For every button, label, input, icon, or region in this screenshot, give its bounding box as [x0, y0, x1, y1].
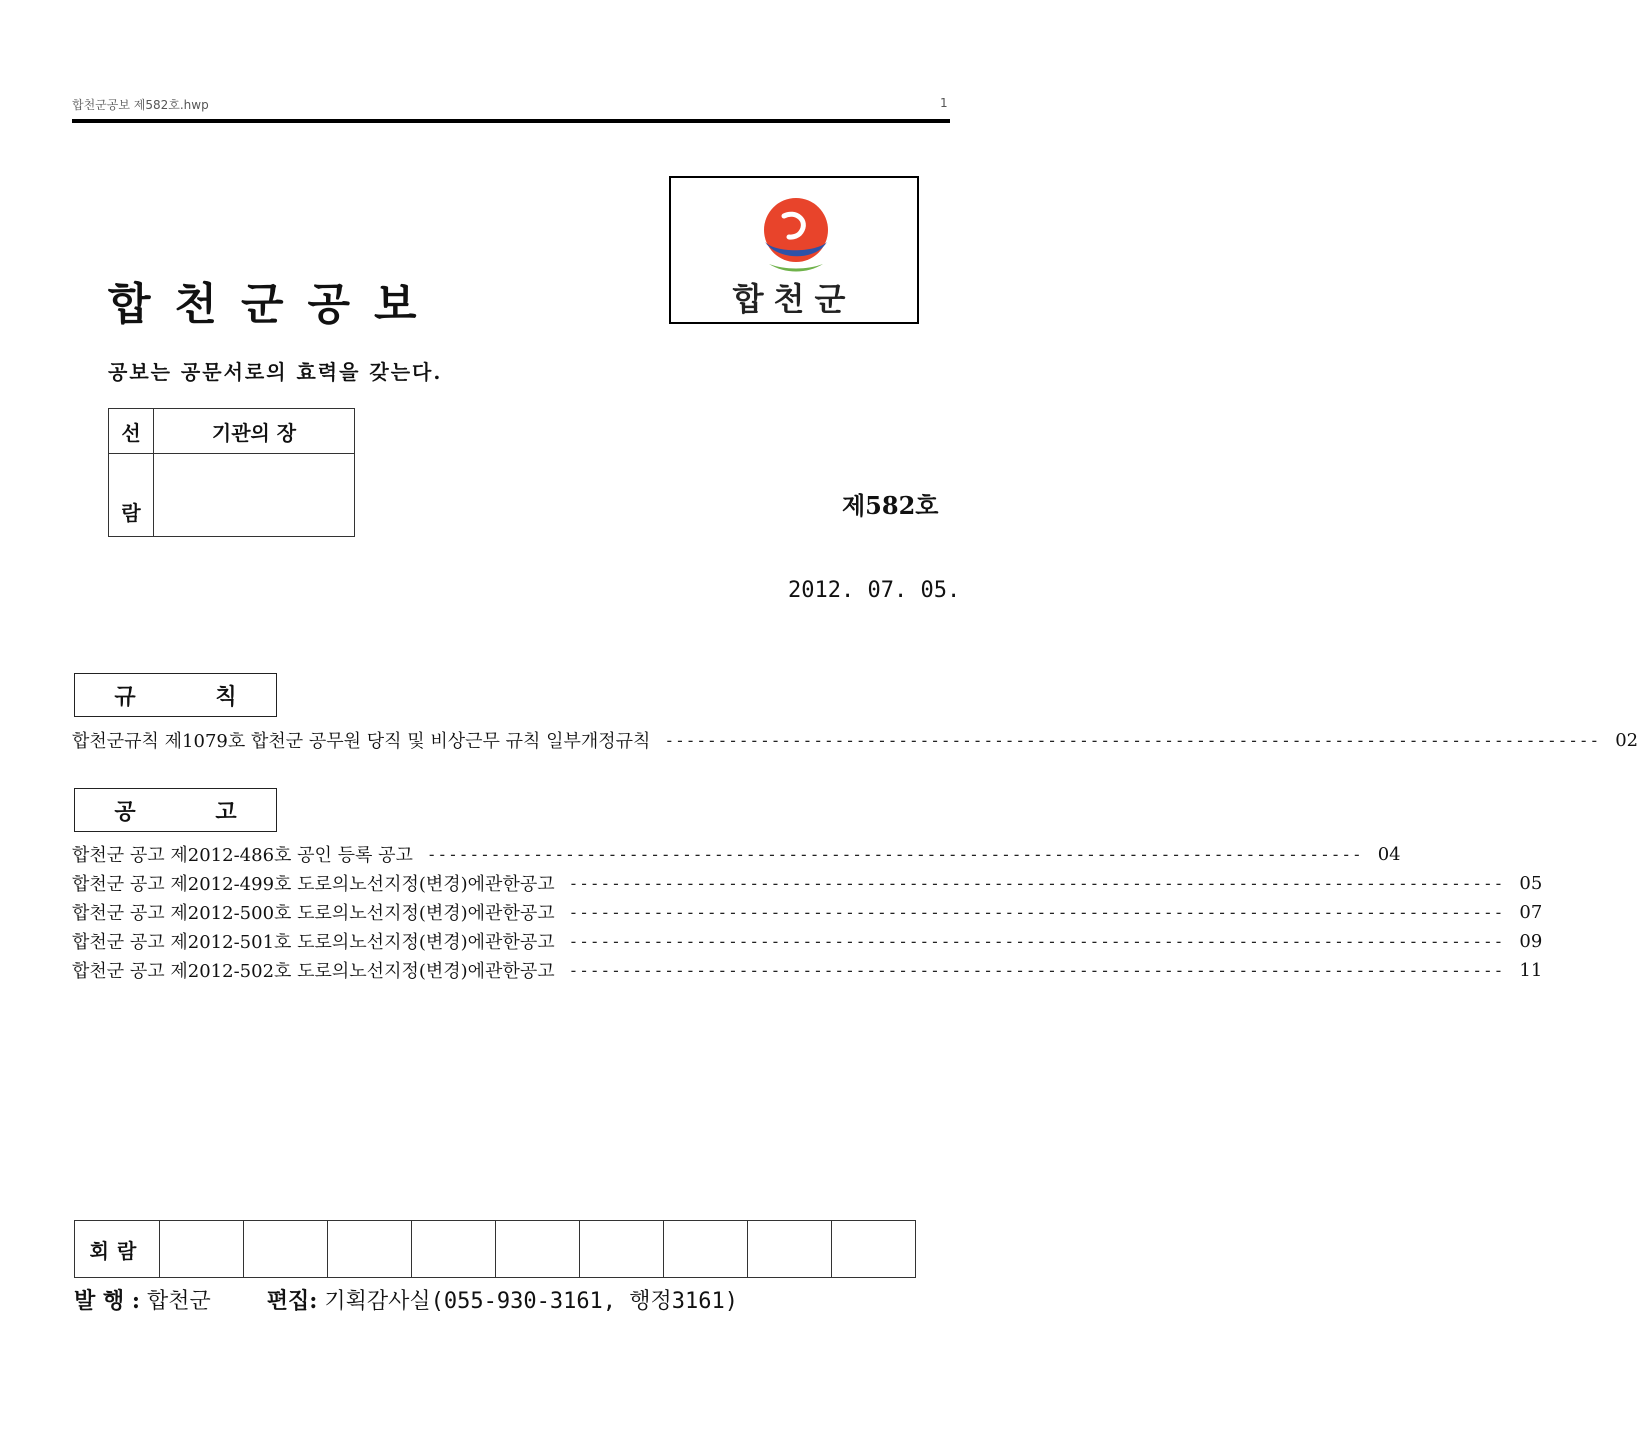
issue-number: 제582호	[842, 491, 939, 520]
header-rule	[72, 119, 950, 123]
circulation-cell	[160, 1221, 244, 1278]
toc-item-page: 07	[1519, 901, 1543, 923]
page-number: 1	[940, 96, 948, 110]
circulation-cell	[412, 1221, 496, 1278]
publisher: 합천군	[146, 1289, 211, 1314]
circulation-cell	[328, 1221, 412, 1278]
subtitle: 공보는 공문서로의 효력을 갖는다.	[108, 360, 443, 384]
toc-leader: ----------------------------------------------------------------------------------------	[568, 931, 1505, 951]
toc-item-title: 합천군규칙 제1079호 합천군 공무원 당직 및 비상근무 규칙 일부개정규칙	[72, 731, 651, 752]
toc-item[interactable]	[72, 927, 1543, 955]
toc-item[interactable]	[72, 840, 1401, 868]
editor: 기획감사실(055-930-3161, 행정3161)	[324, 1289, 739, 1314]
circulation-cell	[664, 1221, 748, 1278]
toc-item-page: 04	[1377, 843, 1401, 865]
toc-item-title: 합천군 공고 제2012-501호 도로의노선지정(변경)에관한공고	[72, 932, 555, 953]
toc-item-title: 합천군 공고 제2012-500호 도로의노선지정(변경)에관한공고	[72, 903, 555, 924]
toc-item[interactable]	[72, 956, 1543, 984]
toc-leader: ----------------------------------------------------------------------------------------	[664, 730, 1601, 750]
issue-date: 2012. 07. 05.	[788, 578, 961, 603]
circulation-cell	[748, 1221, 832, 1278]
toc-item-page: 11	[1519, 959, 1543, 981]
publication-footer	[74, 1284, 738, 1315]
toc-item-page: 05	[1519, 872, 1543, 894]
toc-item-page: 02	[1615, 729, 1638, 751]
toc-item-page: 09	[1519, 930, 1543, 952]
toc-item[interactable]	[72, 898, 1543, 926]
document-filename: 합천군공보 제582호.hwp	[72, 98, 209, 112]
toc-leader: ----------------------------------------------------------------------------------------	[568, 960, 1505, 980]
toc-leader: ----------------------------------------------------------------------------------------	[568, 873, 1505, 893]
circulation-label: 회람	[75, 1221, 160, 1278]
section-label-text: 규 칙	[114, 684, 273, 710]
toc-item-title: 합천군 공고 제2012-486호 공인 등록 공고	[72, 845, 413, 866]
emblem-wave-green	[769, 264, 823, 272]
circulation-cell	[496, 1221, 580, 1278]
circulation-cell	[244, 1221, 328, 1278]
circulation-cell	[832, 1221, 916, 1278]
toc-item[interactable]	[72, 726, 1638, 754]
section-notices-label	[74, 788, 277, 832]
review-label-bottom: 람	[109, 454, 154, 537]
publisher-label: 발 행 :	[74, 1288, 140, 1314]
section-label-text: 공 고	[114, 799, 273, 825]
county-emblem-icon	[751, 190, 841, 278]
toc-item[interactable]	[72, 869, 1543, 897]
logo-text: 합천군	[732, 280, 856, 318]
circulation-box	[74, 1220, 916, 1278]
circulation-cell	[580, 1221, 664, 1278]
toc-item-title: 합천군 공고 제2012-502호 도로의노선지정(변경)에관한공고	[72, 961, 555, 982]
toc-leader: ----------------------------------------------------------------------------------------	[426, 844, 1363, 864]
review-box	[108, 408, 355, 537]
toc-leader: ----------------------------------------------------------------------------------------	[568, 902, 1505, 922]
section-rules-label	[74, 673, 277, 717]
county-logo	[669, 176, 919, 324]
editor-label: 편집:	[266, 1288, 318, 1314]
review-header: 기관의 장	[154, 409, 355, 454]
toc-item-title: 합천군 공고 제2012-499호 도로의노선지정(변경)에관한공고	[72, 874, 555, 895]
page-title: 합천군공보	[108, 279, 441, 330]
review-signature-cell	[154, 454, 355, 537]
review-label-top: 선	[109, 409, 154, 454]
